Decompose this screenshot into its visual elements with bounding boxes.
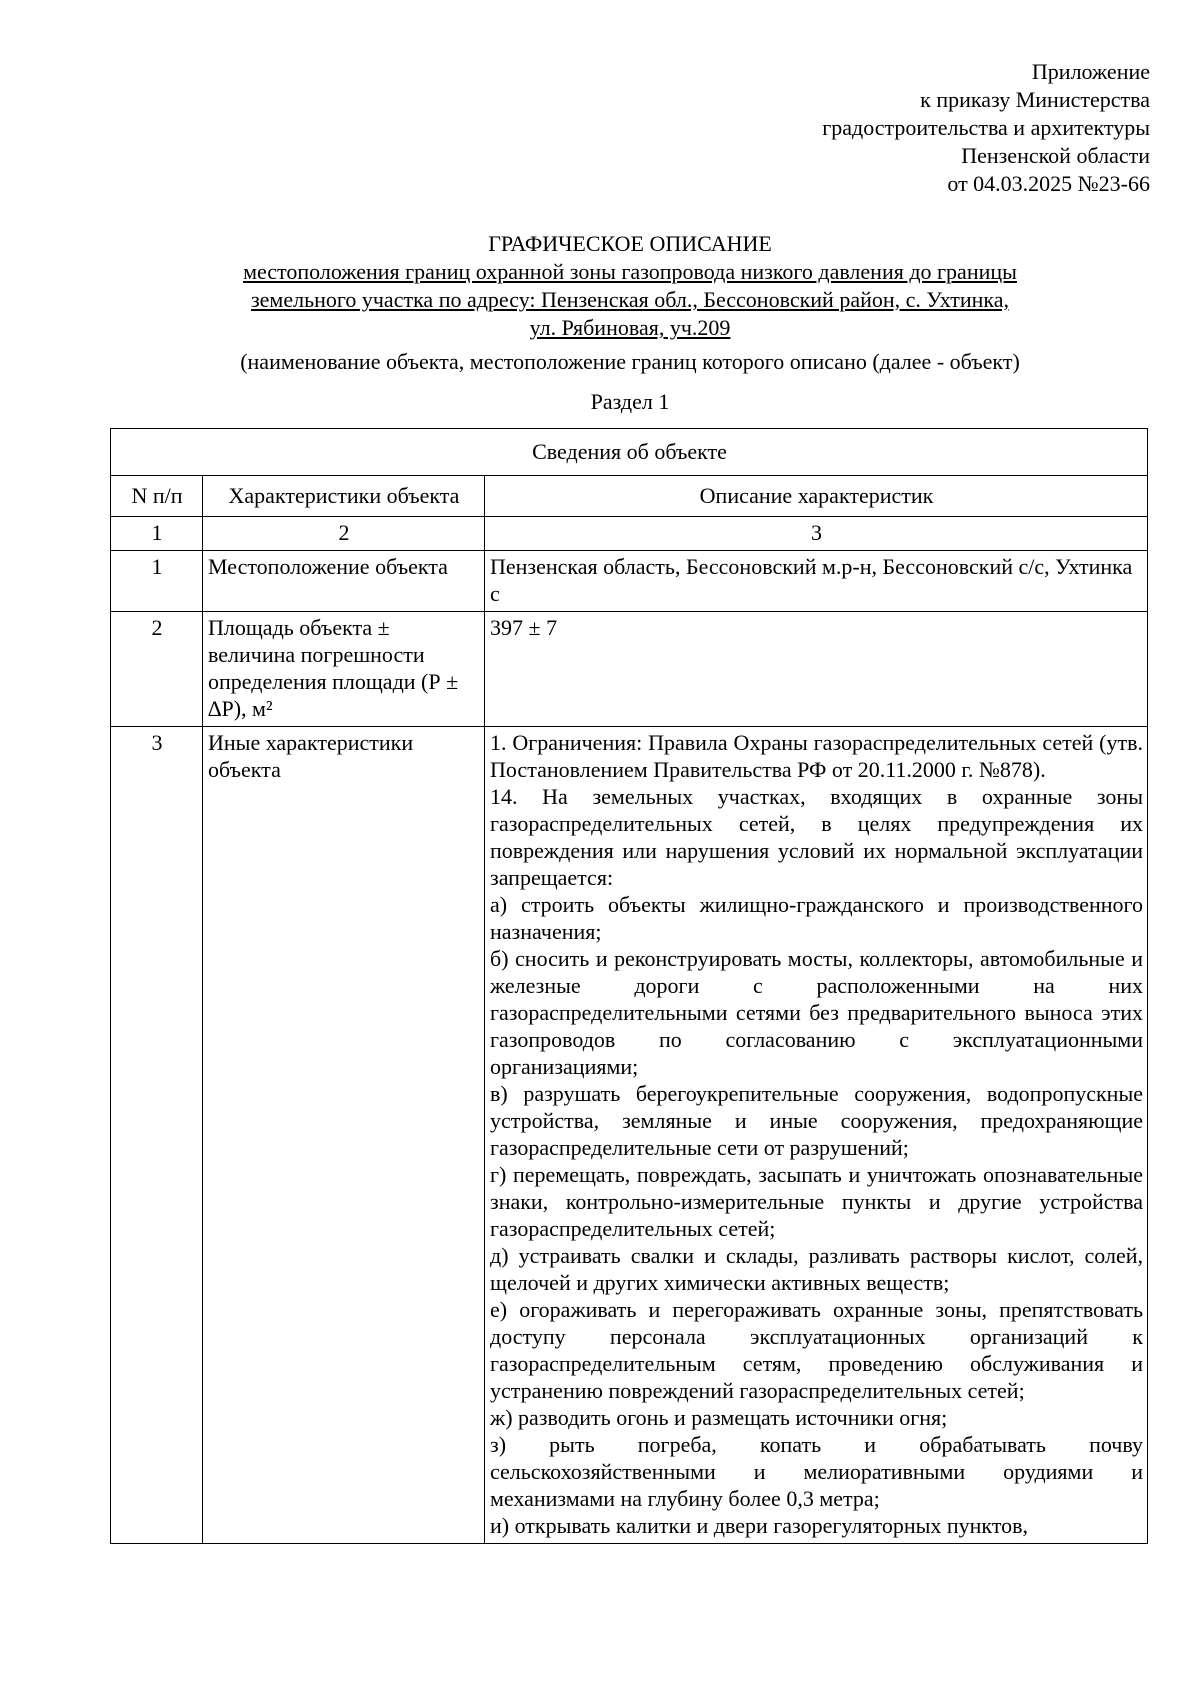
table-header-row — [111, 476, 1148, 517]
title-block — [0, 230, 1200, 376]
appendix-header — [822, 58, 1150, 198]
row-number: 3 — [111, 727, 203, 1544]
table-row — [111, 727, 1148, 1544]
description-paragraph: и) открывать калитки и двери газорегуляторных пунктов, — [490, 1513, 1029, 1538]
row-characteristic: Местоположение объекта — [203, 551, 485, 612]
column-number: 3 — [485, 517, 1148, 551]
document-title: ГРАФИЧЕСКОЕ ОПИСАНИЕ — [488, 231, 772, 256]
column-header: Характеристики объекта — [203, 476, 485, 517]
row-description — [485, 612, 1148, 727]
column-header: N п/п — [111, 476, 203, 517]
description-paragraph: з) рыть погреба, копать и обрабатывать почву сельскохозяйственными и мелиоративными орудиями и механизмами на глубину более 0,3 метра; — [490, 1432, 1143, 1511]
description-paragraph: 397 ± 7 — [490, 615, 558, 640]
row-number: 2 — [111, 612, 203, 727]
appendix-line: Пензенской области — [961, 143, 1150, 168]
table-caption: Сведения об объекте — [111, 429, 1148, 476]
description-paragraph: в) разрушать берегоукрепительные сооружения, водопропускные устройства, земляные и иные сооружения, предохраняющие газораспределительные сети от разрушений; — [490, 1081, 1143, 1160]
appendix-line: градостроительства и архитектуры — [822, 115, 1150, 140]
appendix-line: Приложение — [1031, 59, 1150, 84]
column-number: 2 — [203, 517, 485, 551]
table-row — [111, 612, 1148, 727]
column-number: 1 — [111, 517, 203, 551]
description-paragraph: 1. Ограничения: Правила Охраны газораспределительных сетей (утв. Постановлением Правительства РФ от 20.11.2000 г. №878). — [490, 730, 1143, 782]
object-name-line: ул. Рябиновая, уч.209 — [529, 315, 731, 340]
description-paragraph: ж) разводить огонь и размещать источники огня; — [490, 1405, 948, 1430]
table-caption-row — [111, 429, 1148, 476]
column-number-row — [111, 517, 1148, 551]
row-characteristic: Иные характеристики объекта — [203, 727, 485, 1544]
object-name-line: земельного участка по адресу: Пензенская обл., Бессоновский район, с. Ухтинка, — [250, 287, 1010, 312]
row-characteristic: Площадь объекта ± величина погрешности определения площади (Р ± ∆Р), м² — [203, 612, 485, 727]
title-note: (наименование объекта, местоположение границ которого описано (далее - объект) — [240, 349, 1020, 374]
appendix-line: к приказу Министерства — [920, 87, 1150, 112]
row-number: 1 — [111, 551, 203, 612]
description-paragraph: Пензенская область, Бессоновский м.р-н, Бессоновский с/с, Ухтинка с — [490, 554, 1133, 606]
object-name-line: местоположения границ охранной зоны газопровода низкого давления до границы — [243, 259, 1017, 284]
description-paragraph: г) перемещать, повреждать, засыпать и уничтожать опознавательные знаки, контрольно-измерительные пункты и другие устройства газораспределительных сетей; — [490, 1162, 1143, 1241]
row-description — [485, 727, 1148, 1544]
section-heading: Раздел 1 — [590, 389, 670, 414]
column-header: Описание характеристик — [485, 476, 1148, 517]
description-paragraph: е) огораживать и перегораживать охранные зоны, препятствовать доступу персонала эксплуатационных организаций к газораспределительным сетям, проведению обслуживания и устранению повреждений газораспределительных сетей; — [490, 1297, 1143, 1403]
description-paragraph: 14. На земельных участках, входящих в охранные зоны газораспределительных сетей, в целях предупреждения их повреждения или нарушения условий их нормальной эксплуатации запрещается: — [490, 784, 1143, 890]
description-paragraph: б) сносить и реконструировать мосты, коллекторы, автомобильные и железные дороги с расположенными на них газораспределительными сетями без предварительного выноса этих газопроводов по согласованию с эксплуатационными организациями; — [490, 946, 1143, 1079]
object-info-table — [110, 428, 1148, 1544]
appendix-line: от 04.03.2025 №23-66 — [947, 171, 1150, 196]
description-paragraph: д) устраивать свалки и склады, разливать растворы кислот, солей, щелочей и других химически активных веществ; — [490, 1243, 1143, 1295]
description-paragraph: а) строить объекты жилищно-гражданского и производственного назначения; — [490, 892, 1143, 944]
table-row — [111, 551, 1148, 612]
row-description — [485, 551, 1148, 612]
